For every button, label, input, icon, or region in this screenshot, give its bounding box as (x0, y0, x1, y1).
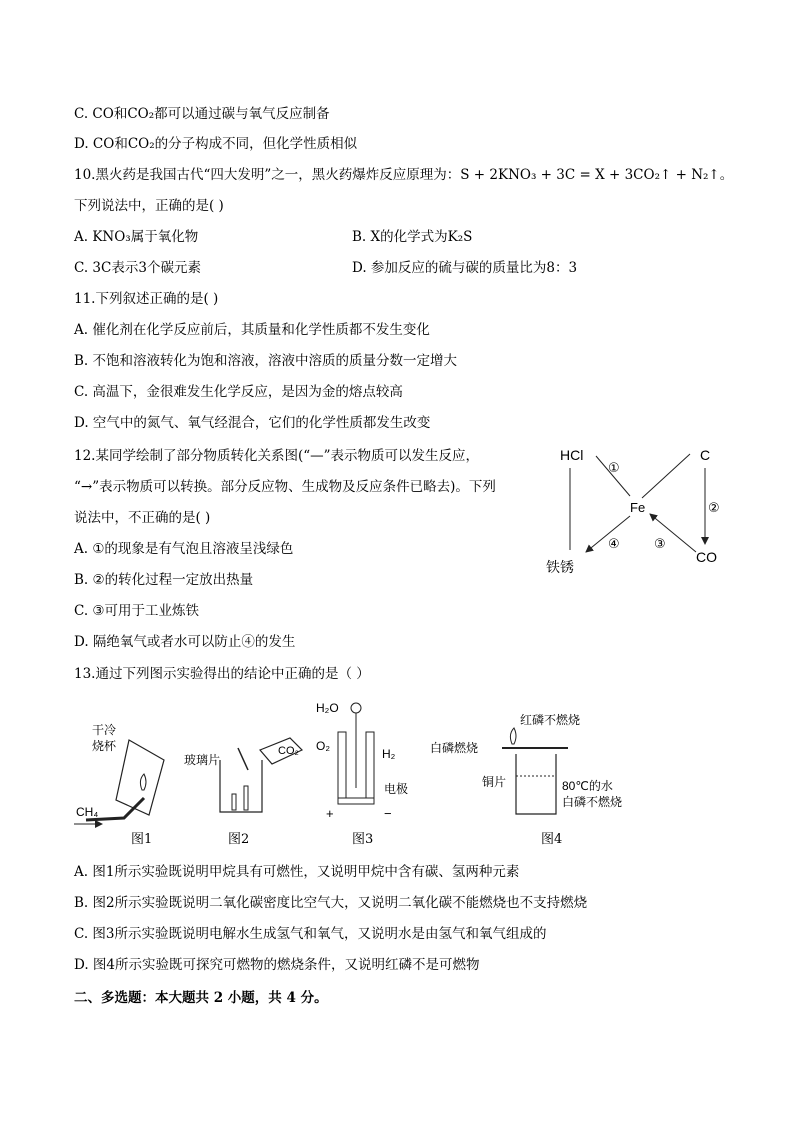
fig1-label-dry: 干冷 (92, 723, 117, 737)
q11-option-d: D. 空气中的氮气、氧气经混合，它们的化学性质都发生改变 (74, 415, 431, 431)
fig2-beaker-icon (220, 760, 262, 812)
q13-figure-2 (180, 720, 310, 820)
label-1: ① (608, 460, 620, 475)
fig4-caption: 图4 (541, 832, 563, 847)
fig1-label-beaker: 烧杯 (92, 739, 117, 753)
q12-option-c: C. ③可用于工业炼铁 (74, 603, 200, 619)
q11-stem: 11.下列叙述正确的是( ) (74, 291, 219, 307)
fig4-water-label: 80℃的水 (562, 779, 613, 793)
fig3-left-tube-icon (338, 732, 346, 798)
q13-option-d: D. 图4所示实验既可探究可燃物的燃烧条件，又说明红磷不是可燃物 (74, 957, 480, 973)
fig3-minus-label: − (384, 806, 392, 821)
label-3: ③ (654, 536, 666, 551)
q12-option-b: B. ②的转化过程一定放出热量 (74, 572, 254, 588)
fig1-caption: 图1 (131, 832, 153, 847)
fig2-candle-high-icon (244, 786, 248, 810)
q13-figure-3 (312, 698, 422, 823)
q12-stem-3: 说法中，不正确的是( ) (74, 510, 211, 526)
q10-stem-2: 下列说法中，正确的是( ) (74, 198, 224, 214)
fig4-copper-label: 铜片 (482, 775, 507, 789)
q10-option-c: C. 3C表示3个碳元素 (74, 260, 201, 276)
fig2-candle-low-icon (232, 794, 236, 810)
q9-option-c: C. CO和CO₂都可以通过碳与氧气反应制备 (74, 106, 330, 122)
fig1-flame-icon (140, 774, 146, 790)
fig1-gas-label: CH₄ (76, 805, 99, 819)
fig3-funnel-icon (351, 703, 361, 713)
line-c-fe (642, 454, 690, 498)
fig3-o2-label: O₂ (316, 739, 330, 753)
node-hcl: HCl (560, 447, 584, 463)
q12-stem-1: 12.某同学绘制了部分物质转化关系图(“—”表示物质可以发生反应， (74, 448, 480, 464)
q12-option-a: A. ①的现象是有气泡且溶液呈浅绿色 (74, 541, 294, 557)
q12-relation-diagram (546, 440, 750, 580)
q12-option-d: D. 隔绝氧气或者水可以防止④的发生 (74, 634, 296, 650)
fig2-caption: 图2 (228, 832, 250, 847)
fig4-red-label: 红磷不燃烧 (520, 713, 581, 727)
node-co: CO (696, 549, 717, 565)
fig3-caption: 图3 (352, 832, 374, 847)
q13-option-c: C. 图3所示实验既说明电解水生成氢气和氧气，又说明水是由氢气和氧气组成的 (74, 926, 547, 942)
q12-stem-2: “→”表示物质可以转换。部分反应物、生成物及反应条件已略去)。下列 (74, 479, 496, 495)
node-c: C (700, 447, 711, 463)
fig4-flame-icon (510, 728, 516, 744)
fig3-h2-label: H₂ (382, 747, 396, 761)
fig4-white-label: 白磷燃烧 (430, 741, 479, 755)
fig4-beaker-icon (516, 754, 556, 814)
q10-option-b: B. X的化学式为K₂S (352, 229, 473, 245)
q13-stem: 13.通过下列图示实验得出的结论中正确的是（ ） (74, 666, 370, 682)
fig3-plus-label: + (326, 806, 334, 821)
q13-option-b: B. 图2所示实验既说明二氧化碳密度比空气大，又说明二氧化碳不能燃烧也不支持燃烧 (74, 895, 588, 911)
section-2-heading: 二、多选题：本大题共 2 小题，共 4 分。 (74, 990, 328, 1006)
node-rust: 铁锈 (546, 559, 574, 575)
fig4-white-under-label: 白磷不燃烧 (562, 795, 623, 809)
fig2-glass-slide-icon (238, 748, 248, 770)
q11-option-a: A. 催化剂在化学反应前后，其质量和化学性质都不发生变化 (74, 322, 430, 338)
q13-figure-1 (74, 720, 184, 850)
fig2-gas-label: CO₂ (278, 745, 299, 757)
q10-option-d: D. 参加反应的硫与碳的质量比为8：3 (352, 260, 578, 276)
fig3-right-tube-icon (366, 732, 374, 798)
label-2: ② (708, 500, 720, 515)
node-fe: Fe (630, 500, 646, 515)
label-4: ④ (608, 536, 620, 551)
q10-stem-1: 10.黑火药是我国古代“四大发明”之一，黑火药爆炸反应原理为：S + 2KNO₃ + 3C = X + 3CO₂↑ + N₂↑。 (74, 167, 734, 183)
fig3-electrode-label: 电极 (384, 782, 409, 796)
q13-option-a: A. 图1所示实验既说明甲烷具有可燃性，又说明甲烷中含有碳、氢两种元素 (74, 864, 520, 880)
fig3-base-icon (338, 798, 374, 804)
q13-figure-4 (428, 710, 638, 825)
q11-option-b: B. 不饱和溶液转化为饱和溶液，溶液中溶质的质量分数一定增大 (74, 353, 458, 369)
q11-option-c: C. 高温下，金很难发生化学反应，是因为金的熔点较高 (74, 384, 403, 400)
fig2-glass-label: 玻璃片 (184, 753, 221, 767)
fig3-water-label: H₂O (316, 701, 339, 715)
q10-option-a: A. KNO₃属于氧化物 (74, 229, 199, 245)
q9-option-d: D. CO和CO₂的分子构成不同，但化学性质相似 (74, 136, 358, 152)
